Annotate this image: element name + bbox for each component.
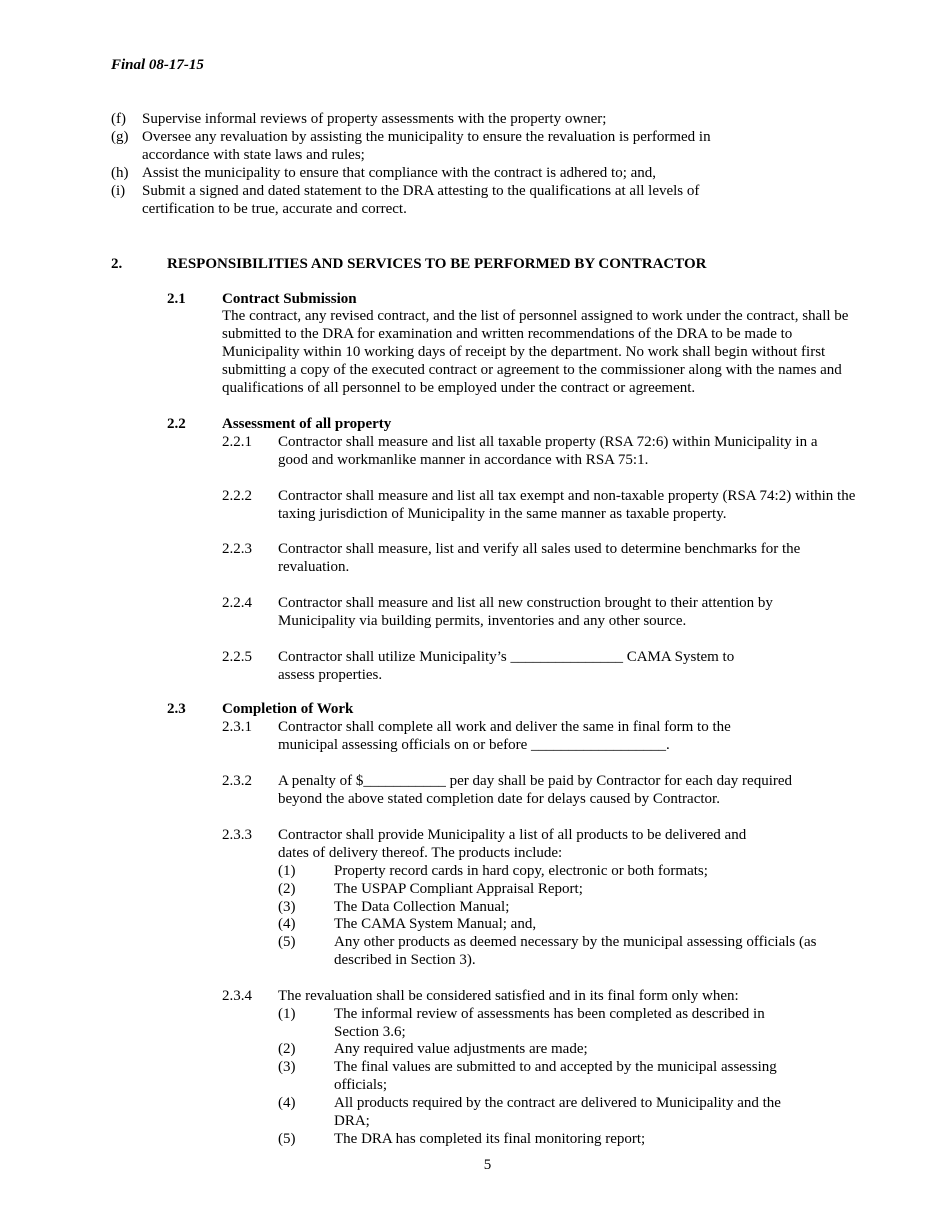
item-text-line-1: Contractor shall utilize Municipality’s _______________ CAMA System to — [278, 649, 735, 665]
item-text-line-2: assess properties. — [278, 667, 383, 683]
subsection-title: Completion of Work — [222, 701, 354, 717]
list-item — [111, 164, 751, 182]
list-item — [111, 110, 751, 128]
page-number: 5 — [483, 1157, 492, 1173]
condition-number: (2) — [278, 1041, 296, 1057]
numbered-item — [222, 772, 862, 808]
condition-item — [278, 1130, 848, 1148]
list-item-text: Supervise informal reviews of property assessments with the property owner; — [142, 111, 607, 127]
condition-number: (3) — [278, 1059, 296, 1075]
condition-text: The informal review of assessments has been completed as described in Section 3.6; — [334, 1006, 765, 1040]
numbered-item — [222, 594, 862, 630]
list-item-text: Submit a signed and dated statement to the DRA attesting to the qualifications at all levels of certification to be true, accurate and correct. — [142, 183, 700, 217]
product-text: The USPAP Compliant Appraisal Report; — [334, 881, 583, 897]
item-text: Contractor shall measure and list all taxable property (RSA 72:6) within Municipality in a good and workmanlike manner in accordance with RSA 75:1. — [278, 434, 818, 468]
numbered-item — [222, 987, 862, 1005]
product-text: The CAMA System Manual; and, — [334, 916, 537, 932]
contract-submission-text: The contract, any revised contract, and the list of personnel assigned to work under the contract, shall be submitted to the DRA for examination and written recommendations of the DRA to be made to Municipality within 10 working days of receipt by the department. No work shall begin without first submitting a copy of the executed contract or agreement to the commissioner along with the names and qualifications of all personnel to be employed under the contract or agreement. — [222, 308, 849, 396]
condition-item — [278, 1058, 848, 1094]
product-number: (2) — [278, 881, 296, 897]
product-item — [278, 915, 848, 933]
item-text-line-2: beyond the above stated completion date for delays caused by Contractor. — [278, 791, 720, 807]
product-item — [278, 898, 848, 916]
item-number: 2.2.2 — [222, 488, 252, 504]
product-number: (4) — [278, 916, 296, 932]
list-item-label: (i) — [111, 183, 126, 199]
numbered-item — [222, 718, 862, 754]
item-text-line-1: A penalty of $___________ per day shall be paid by Contractor for each day required — [278, 773, 793, 789]
section-title: RESPONSIBILITIES AND SERVICES TO BE PERFORMED BY CONTRACTOR — [167, 256, 707, 272]
condition-item — [278, 1094, 848, 1130]
item-text-line-2: dates of delivery thereof. The products include: — [278, 845, 563, 861]
item-text-line-1: Contractor shall complete all work and deliver the same in final form to the — [278, 719, 731, 735]
section-number: 2. — [111, 256, 123, 272]
item-number: 2.2.3 — [222, 541, 252, 557]
product-text: Property record cards in hard copy, electronic or both formats; — [334, 863, 708, 879]
product-item — [278, 933, 848, 969]
numbered-item — [222, 648, 862, 684]
condition-text: The final values are submitted to and accepted by the municipal assessing officials; — [334, 1059, 777, 1093]
product-number: (3) — [278, 899, 296, 915]
list-item-text: Oversee any revaluation by assisting the municipality to ensure the revaluation is performed in accordance with state laws and rules; — [142, 129, 711, 163]
numbered-item — [222, 433, 862, 469]
item-text: Contractor shall measure, list and verify all sales used to determine benchmarks for the revaluation. — [278, 541, 801, 575]
list-item — [111, 128, 746, 164]
condition-number: (5) — [278, 1131, 296, 1147]
condition-item — [278, 1040, 848, 1058]
subsection-title: Assessment of all property — [222, 416, 392, 432]
item-text: Contractor shall measure and list all new construction brought to their attention by Municipality via building permits, inventories and any other source. — [278, 595, 773, 629]
list-item — [111, 182, 736, 218]
product-number: (5) — [278, 934, 296, 950]
document-header: Final 08-17-15 — [111, 57, 204, 73]
condition-text: Any required value adjustments are made; — [334, 1041, 588, 1057]
condition-number: (1) — [278, 1006, 296, 1022]
item-text: Contractor shall measure and list all tax exempt and non-taxable property (RSA 74:2) within the taxing jurisdiction of Municipality in the same manner as taxable property. — [278, 488, 856, 522]
list-item-text: Assist the municipality to ensure that compliance with the contract is adhered to; and, — [142, 165, 657, 181]
subsection-number: 2.3 — [167, 701, 186, 717]
subsection-title: Contract Submission — [222, 291, 357, 307]
condition-text: The DRA has completed its final monitoring report; — [334, 1131, 646, 1147]
product-number: (1) — [278, 863, 296, 879]
product-text: The Data Collection Manual; — [334, 899, 510, 915]
product-text: Any other products as deemed necessary by the municipal assessing officials (as described in Section 3). — [334, 934, 817, 968]
item-text: The revaluation shall be considered satisfied and in its final form only when: — [278, 988, 739, 1004]
item-number: 2.2.5 — [222, 649, 252, 665]
item-number: 2.3.3 — [222, 827, 252, 843]
subsection-number: 2.2 — [167, 416, 186, 432]
item-number: 2.3.1 — [222, 719, 252, 735]
subsection-number: 2.1 — [167, 291, 186, 307]
item-text-line-2: municipal assessing officials on or before __________________. — [278, 737, 670, 753]
product-item — [278, 880, 848, 898]
list-item-label: (g) — [111, 129, 129, 145]
condition-number: (4) — [278, 1095, 296, 1111]
condition-item — [278, 1005, 848, 1041]
numbered-item — [222, 487, 882, 523]
list-item-label: (h) — [111, 165, 129, 181]
item-text-line-1: Contractor shall provide Municipality a list of all products to be delivered and — [278, 827, 747, 843]
item-number: 2.3.4 — [222, 988, 252, 1004]
product-item — [278, 862, 848, 880]
list-item-label: (f) — [111, 111, 126, 127]
item-number: 2.2.4 — [222, 595, 252, 611]
item-number: 2.2.1 — [222, 434, 252, 450]
condition-text: All products required by the contract are delivered to Municipality and the DRA; — [334, 1095, 781, 1129]
numbered-item — [222, 826, 862, 862]
item-number: 2.3.2 — [222, 773, 252, 789]
numbered-item — [222, 540, 862, 576]
